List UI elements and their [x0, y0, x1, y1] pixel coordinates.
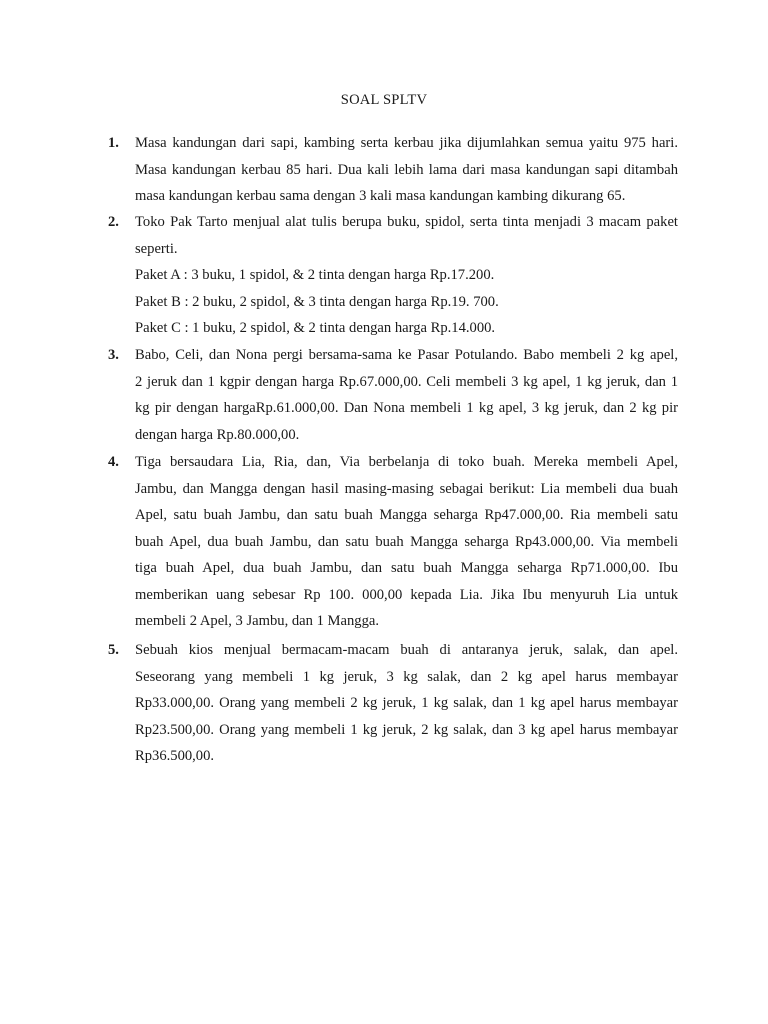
question-text: [135, 637, 678, 770]
document-title: SOAL SPLTV: [340, 92, 428, 108]
text-line: Babo, Celi, dan Nona pergi bersama-sama ke Pasar Potulando. Babo membeli 2 kg apel,: [135, 347, 678, 363]
paket-a-line: Paket A : 3 buku, 1 spidol, & 2 tinta dengan harga Rp.17.200.: [135, 267, 495, 283]
text-line: Tiga bersaudara Lia, Ria, dan, Via berbelanja di toko buah. Mereka membeli Apel,: [135, 454, 678, 470]
question-text: [135, 130, 678, 210]
question-text: [135, 342, 678, 448]
text-line: tiga buah Apel, dua buah Jambu, dan satu buah Mangga seharga Rp71.000,00. Ibu: [135, 560, 678, 576]
text-line: Rp23.500,00. Orang yang membeli 1 kg jeruk, 2 kg salak, dan 3 kg apel harus membayar: [135, 721, 678, 738]
paket-b-line: Paket B : 2 buku, 2 spidol, & 3 tinta dengan harga Rp.19. 700.: [135, 293, 499, 310]
question-number: 5.: [108, 642, 119, 658]
text-line: Toko Pak Tarto menjual alat tulis berupa buku, spidol, serta tinta menjadi 3 macam paket: [135, 214, 678, 230]
text-line: Sebuah kios menjual bermacam-macam buah di antaranya jeruk, salak, dan apel.: [135, 642, 678, 658]
question-number: 3.: [108, 347, 119, 363]
question-text: [135, 209, 678, 342]
text-line: membeli 2 Apel, 3 Jambu, dan 1 Mangga.: [135, 613, 379, 629]
text-line: kg pir dengan hargaRp.61.000,00. Dan Nona membeli 1 kg apel, 3 kg jeruk, dan 2 kg pir: [135, 400, 678, 416]
text-line: Apel, satu buah Jambu, dan satu buah Mangga seharga Rp47.000,00. Ria membeli satu: [135, 507, 678, 523]
text-line: Masa kandungan kerbau 85 hari. Dua kali lebih lama dari masa kandungan sapi ditambah: [135, 161, 678, 178]
text-line: dengan harga Rp.80.000,00.: [135, 426, 300, 443]
question-number: 2.: [108, 214, 119, 230]
question-text: [135, 449, 678, 635]
text-line: Jambu, dan Mangga dengan hasil masing-masing sebagai berikut: Lia membeli dua buah: [135, 480, 678, 497]
text-line: buah Apel, dua buah Jambu, dan satu buah Mangga seharga Rp43.000,00. Via membeli: [135, 533, 678, 550]
text-line: Seseorang yang membeli 1 kg jeruk, 3 kg salak, dan 2 kg apel harus membayar: [135, 668, 678, 685]
question-number: 4.: [108, 454, 119, 470]
question-number: 1.: [108, 135, 119, 151]
text-line: Rp36.500,00.: [135, 748, 215, 764]
text-line: memberikan uang sebesar Rp 100. 000,00 kepada Lia. Jika Ibu menyuruh Lia untuk: [135, 586, 678, 603]
text-line: seperti.: [135, 240, 178, 257]
text-line: Rp33.000,00. Orang yang membeli 2 kg jeruk, 1 kg salak, dan 1 kg apel harus membayar: [135, 695, 678, 711]
text-line: 2 jeruk dan 1 kgpir dengan harga Rp.67.000,00. Celi membeli 3 kg apel, 1 kg jeruk, dan 1: [135, 373, 678, 390]
text-line: masa kandungan kerbau sama dengan 3 kali masa kandungan kambing dikurang 65.: [135, 188, 626, 204]
text-line: Masa kandungan dari sapi, kambing serta kerbau jika dijumlahkan semua yaitu 975 hari.: [135, 135, 678, 151]
paket-c-line: Paket C : 1 buku, 2 spidol, & 2 tinta dengan harga Rp.14.000.: [135, 320, 496, 336]
